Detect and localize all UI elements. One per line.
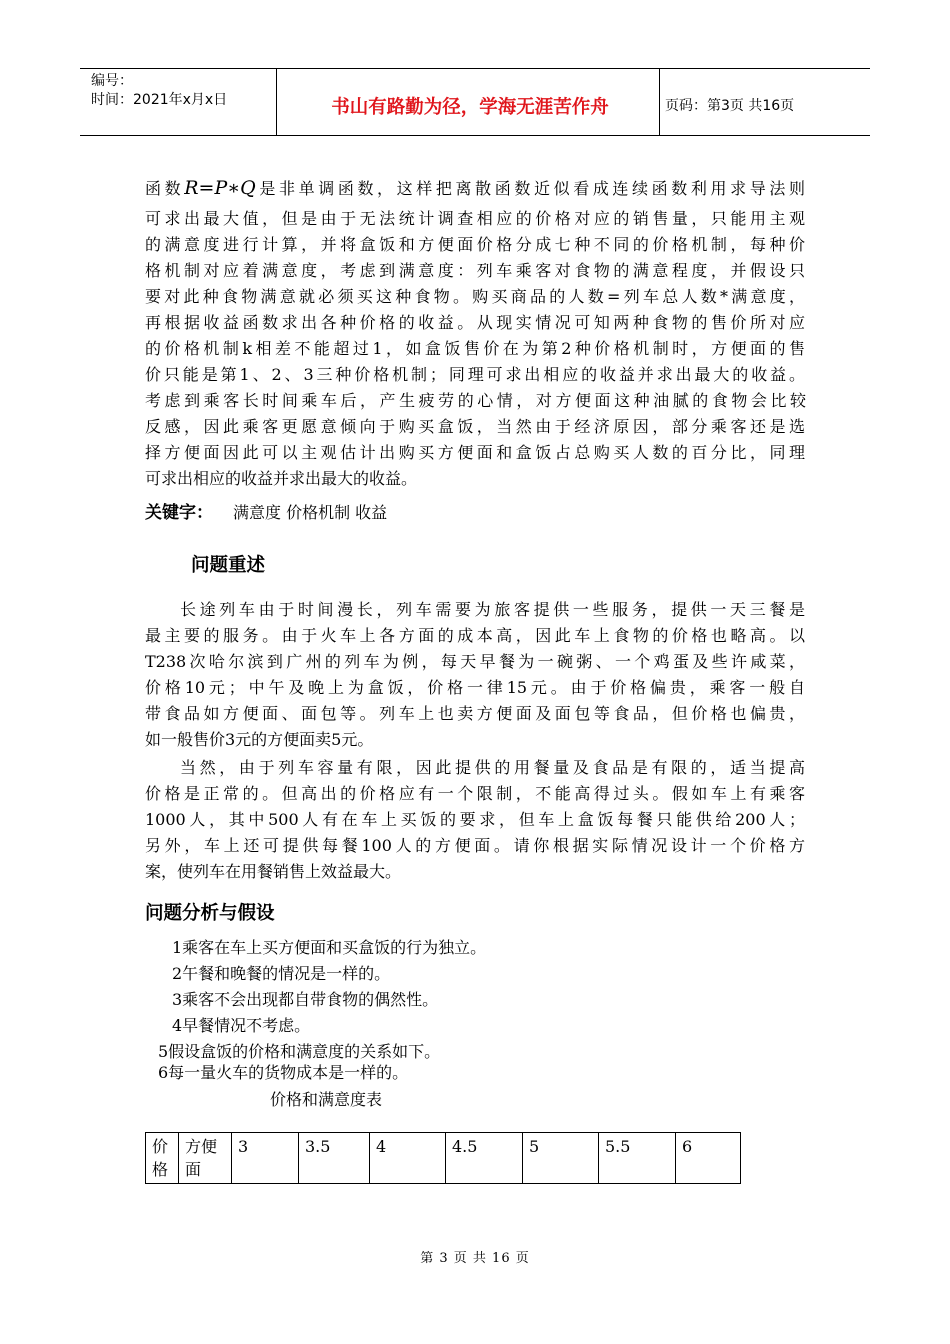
abstract-line: 可求出相应的收益并求出最大的收益。 xyxy=(145,469,418,488)
abstract-line: 考虑到乘客长时间乘车后，产生疲劳的心情，对方便面这种油腻的食物会比较 xyxy=(145,391,806,410)
keywords-value: 满意度 价格机制 收益 xyxy=(233,503,388,522)
assumption-item: 1乘客在车上买方便面和买盒饭的行为独立。 xyxy=(172,938,487,957)
abstract-line: 择方便面因此可以主观估计出购买方便面和盒饭占总购买人数的百分比，同理 xyxy=(145,443,805,462)
table-cell-price: 6 xyxy=(676,1133,741,1184)
abstract-line: 价只能是第1、2、3三种价格机制；同理可求出相应的收益并求出最大的收益。 xyxy=(145,365,805,384)
assumption-item: 6每一量火车的货物成本是一样的。 xyxy=(158,1063,409,1082)
page-info: 页码：第3页 共16页 xyxy=(665,98,795,114)
assumption-item: 5假设盒饭的价格和满意度的关系如下。 xyxy=(158,1042,441,1061)
table-cell-price-header: 价格 xyxy=(146,1133,179,1184)
abstract-line-1 xyxy=(145,178,805,199)
table-caption: 价格和满意度表 xyxy=(270,1090,383,1109)
table-cell-price: 4.5 xyxy=(446,1133,523,1184)
abstract-text: 是非单调函数，这样把离散函数近似看成连续函数利用求导法则 xyxy=(255,179,805,198)
table-cell-price: 5 xyxy=(523,1133,599,1184)
paragraph-line: 长途列车由于时间漫长，列车需要为旅客提供一些服务，提供一天三餐是 xyxy=(180,600,805,619)
paragraph-line: 最主要的服务。由于火车上各方面的成本高，因此车上食物的价格也略高。以 xyxy=(145,626,805,645)
abstract-line: 要对此种食物满意就必须买这种食物。购买商品的人数=列车总人数*满意度， xyxy=(145,287,805,306)
paragraph-line: T238次哈尔滨到广州的列车为例，每天早餐为一碗粥、一个鸡蛋及些许咸菜， xyxy=(145,652,805,671)
header-divider-right xyxy=(659,68,660,135)
table-cell-price: 3.5 xyxy=(299,1133,370,1184)
abstract-line: 格机制对应着满意度，考虑到满意度：列车乘客对食物的满意程度，并假设只 xyxy=(145,261,805,280)
page-footer: 第 3 页 共 16 页 xyxy=(420,1251,530,1266)
paragraph-line: 价格10元；中午及晚上为盒饭，价格一律15元。由于价格偏贵，乘客一般自 xyxy=(145,678,805,697)
table-cell-price: 3 xyxy=(232,1133,299,1184)
paragraph-line: 带食品如方便面、面包等。列车上也卖方便面及面包等食品，但价格也偏贵， xyxy=(145,704,805,723)
assumption-item: 2午餐和晚餐的情况是一样的。 xyxy=(172,964,391,983)
serial-number-label: 编号： xyxy=(91,73,133,89)
abstract-text: 函数 xyxy=(145,179,185,198)
abstract-line: 反感，因此乘客更愿意倾向于购买盒饭，当然由于经济原因，部分乘客还是选 xyxy=(145,417,805,436)
keywords-label: 关键字： xyxy=(145,503,213,523)
section-title-restatement: 问题重述 xyxy=(191,555,266,576)
date-label: 时间：2021年x月x日 xyxy=(91,92,228,108)
header-top-rule xyxy=(80,68,870,69)
keywords-row xyxy=(145,498,387,523)
price-satisfaction-table xyxy=(145,1132,741,1184)
paragraph-line: 案，使列车在用餐销售上效益最大。 xyxy=(145,862,402,881)
paragraph-line: 如一般售价3元的方便面卖5元。 xyxy=(145,730,374,749)
assumption-item: 3乘客不会出现都自带食物的偶然性。 xyxy=(172,990,439,1009)
abstract-line: 的价格机制k相差不能超过1，如盒饭售价在为第2种价格机制时，方便面的售 xyxy=(145,339,805,358)
table-cell-price: 5.5 xyxy=(599,1133,676,1184)
paragraph-line: 1000人，其中500人有在车上买饭的要求，但车上盒饭每餐只能供给200人； xyxy=(145,810,805,829)
revenue-formula: R=P∗Q xyxy=(184,177,256,199)
abstract-line: 的满意度进行计算，并将盒饭和方便面价格分成七种不同的价格机制，每种价 xyxy=(145,235,805,254)
section-title-analysis: 问题分析与假设 xyxy=(145,903,275,924)
table-row xyxy=(146,1133,741,1184)
abstract-line: 再根据收益函数求出各种价格的收益。从现实情况可知两种食物的售价所对应 xyxy=(145,313,805,332)
header-divider-left xyxy=(276,68,277,135)
header-motto: 书山有路勤为径，学海无涯苦作舟 xyxy=(331,97,609,118)
table-cell-price: 4 xyxy=(370,1133,446,1184)
abstract-line: 可求出最大值，但是由于无法统计调查相应的价格对应的销售量，只能用主观 xyxy=(145,209,805,228)
paragraph-line: 当然，由于列车容量有限，因此提供的用餐量及食品是有限的，适当提高 xyxy=(180,758,805,777)
paragraph-line: 价格是正常的。但高出的价格应有一个限制，不能高得过头。假如车上有乘客 xyxy=(145,784,805,803)
assumption-item: 4早餐情况不考虑。 xyxy=(172,1016,311,1035)
header-bottom-rule xyxy=(80,135,870,136)
paragraph-line: 另外，车上还可提供每餐100人的方便面。请你根据实际情况设计一个价格方 xyxy=(145,836,805,855)
table-cell-noodle-header: 方便面 xyxy=(179,1133,232,1184)
